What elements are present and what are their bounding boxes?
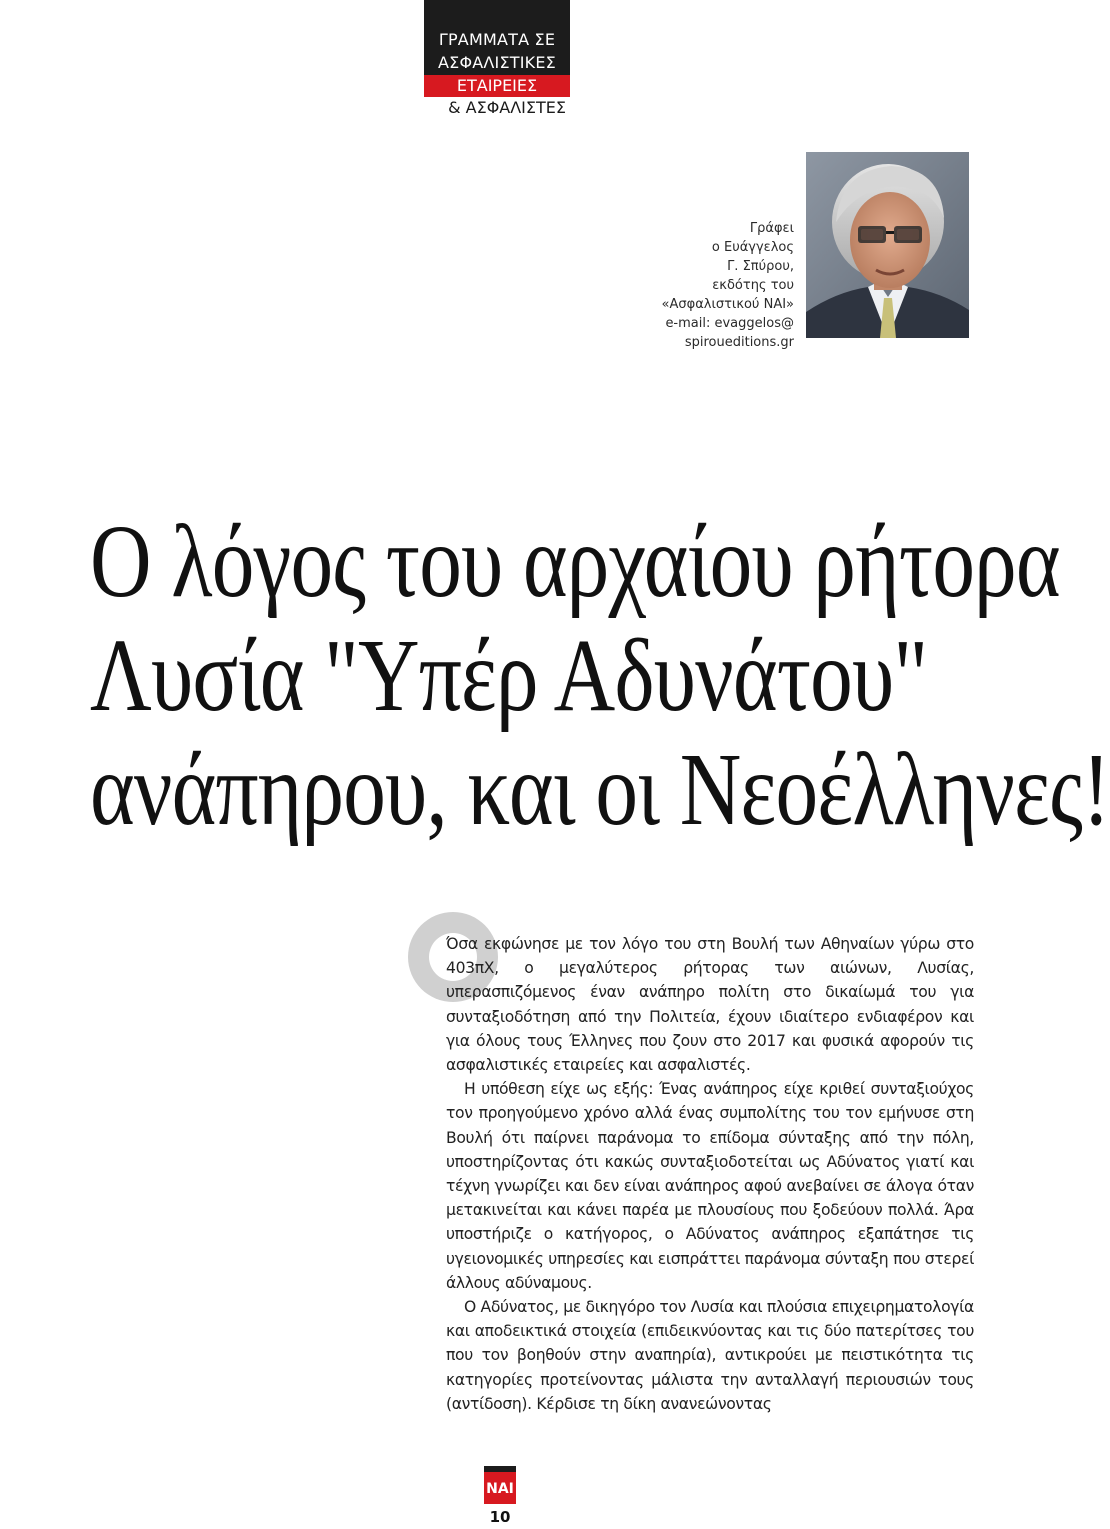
author-line: e-mail: evaggelos@ [665, 316, 794, 331]
section-header-dark [424, 0, 570, 75]
section-line-2: ΑΣΦΑΛΙΣΤΙΚΕΣ [438, 53, 556, 72]
author-byline [594, 219, 794, 352]
section-header [424, 0, 570, 119]
article-body [446, 932, 974, 1416]
body-paragraph: Όσα εκφώνησε με τον λόγο του στη Βουλή των Αθηναίων γύρω στο 403πΧ, ο μεγαλύτερος ρήτορας των αιώνων, Λυσίας, υπερασπιζόμενος έναν ανάπηρο πολίτη στο δικαίωμά του για συνταξιοδότηση από την Πολιτεία, έχουν ιδιαίτερο ενδιαφέρον και για όλους τους Έλληνες που ζουν στο 2017 και φυσικά αφορούν τις ασφαλιστικές εταιρείες και ασφαλιστές. [446, 935, 974, 1075]
author-line: Γ. Σπύρου, [727, 259, 794, 274]
section-line-1: ΓΡΑΜΜΑΤΑ ΣΕ [438, 30, 556, 49]
author-line: spiroueditions.gr [684, 335, 794, 350]
author-line: ο Ευάγγελος [711, 240, 794, 255]
title-line-1: Ο λόγος του αρχαίου ρήτορα [90, 504, 1060, 619]
section-line-4: & ΑΣΦΑΛΙΣΤΕΣ [448, 98, 566, 117]
logo-text: ΝΑΙ [486, 1481, 514, 1497]
author-line: «Ασφαλιστικού ΝΑΙ» [661, 297, 794, 312]
title-line-3: ανάπηρου, και οι Νεοέλληνες! [90, 732, 1110, 847]
page-number: 10 [489, 1508, 511, 1526]
article-title [0, 504, 1110, 847]
title-line-2: Λυσία "Υπέρ Αδυνάτου" [90, 618, 928, 733]
author-line: εκδότης του [712, 278, 794, 293]
body-paragraph: Η υπόθεση είχε ως εξής: Ένας ανάπηρος είχε κριθεί συνταξιούχος τον προηγούμενο χρόνο αλλά ένας συμπολίτης του τον εμήνυσε στη Βουλή ότι παίρνει παράνομα το επίδομα σύνταξης από την πόλη, υποστηρίζοντας ότι κακώς συνταξιοδοτείται ως Αδύνατος γιατί και τέχνη γνωρίζει και δεν είναι ανάπηρος αφού ανεβαίνει σε άλογα όταν μετακινείται και κάνει παρέα με πλουσίους που ξοδεύουν πολλά. Άρα υποστήριζε ο κατήγορος, ο Αδύνατος ανάπηρος εξαπάτησε τις υγειονομικές υπηρεσίες και εισπράττει παράνομα σύνταξη που στερεί άλλους αδύναμους. [446, 1080, 974, 1292]
body-paragraph: Ο Αδύνατος, με δικηγόρο τον Λυσία και πλούσια επιχειρηματολογία και αποδεικτικά στοιχεία (επιδεικνύοντας και τις δύο πατερίτσες του που τον βοηθούν στην αναπηρία), αντικρούει με πειστικότητα τις κατηγορίες προτείνοντας μάλιστα την ανταλλαγή περιουσιών τους (αντίδοση). Κέρδισε τη δίκη ανανεώνοντας [446, 1298, 974, 1413]
author-portrait [806, 152, 969, 338]
section-line-3: ΕΤΑΙΡΕΙΕΣ [424, 75, 570, 97]
nai-logo [484, 1466, 516, 1504]
author-line: Γράφει [749, 221, 794, 236]
